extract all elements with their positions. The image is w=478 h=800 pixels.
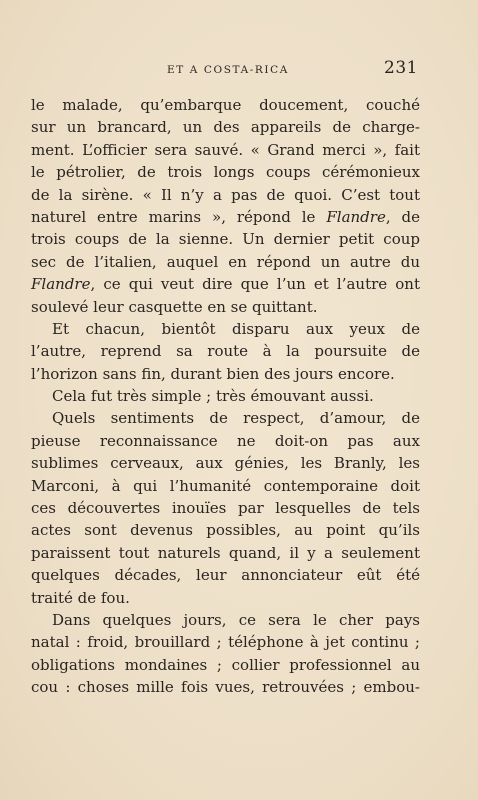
text-line: Dans quelques jours, ce sera le cher pays: [52, 610, 420, 629]
text-line: l’horizon sans fin, durant bien des jours encore.: [31, 364, 395, 383]
page-header: [30, 58, 418, 80]
text-line: Et chacun, bientôt disparu aux yeux de: [52, 319, 420, 338]
text-line: Flandre, ce qui veut dire que l’un et l’autre ont: [31, 275, 420, 294]
text-line: pieuse reconnaissance ne doit-on pas aux: [31, 431, 420, 450]
text-line: le malade, qu’embarque doucement, couché: [31, 96, 420, 114]
text-line: traité de fou.: [31, 588, 130, 607]
body-text: [31, 94, 420, 699]
text-line: natal : froid, brouillard ; téléphone à jet continu ;: [31, 633, 420, 652]
text-line: obligations mondaines ; collier professionnel au: [31, 655, 420, 674]
text-line: sec de l’italien, auquel en répond un autre du: [31, 252, 420, 271]
text-line: soulevé leur casquette en se quittant.: [31, 297, 318, 316]
text-line: quelques décades, leur annonciateur eût été: [31, 566, 420, 585]
text-line: cou : choses mille fois vues, retrouvées ; embou-: [31, 678, 420, 697]
text-line: sublimes cerveaux, aux génies, les Branly, les: [31, 454, 420, 473]
text-line: Quels sentiments de respect, d’amour, de: [52, 409, 420, 428]
text-line: ces découvertes inouïes par lesquelles de tels: [31, 499, 420, 518]
text-line: ment. L’officier sera sauvé. « Grand merci », fait: [31, 140, 420, 159]
text-line: paraissent tout naturels quand, il y a seulement: [31, 543, 420, 562]
text-line: le pétrolier, de trois longs coups cérémonieux: [31, 163, 420, 182]
text-line: de la sirène. « Il n’y a pas de quoi. C’est tout: [31, 185, 420, 204]
text-line: sur un brancard, un des appareils de charge-: [31, 118, 420, 137]
text-line: Marconi, à qui l’humanité contemporaine doit: [31, 476, 420, 495]
text-line: actes sont devenus possibles, au point qu’ils: [31, 521, 420, 540]
text-line: l’autre, reprend sa route à la poursuite de: [31, 342, 420, 361]
page-number: 231: [384, 58, 418, 78]
text-line: trois coups de la sienne. Un dernier petit coup: [31, 230, 420, 249]
text-line: naturel entre marins », répond le Flandre, de: [31, 207, 420, 226]
running-title: ET A COSTA-RICA: [167, 64, 289, 76]
text-line: Cela fut très simple ; très émouvant aussi.: [52, 387, 374, 406]
